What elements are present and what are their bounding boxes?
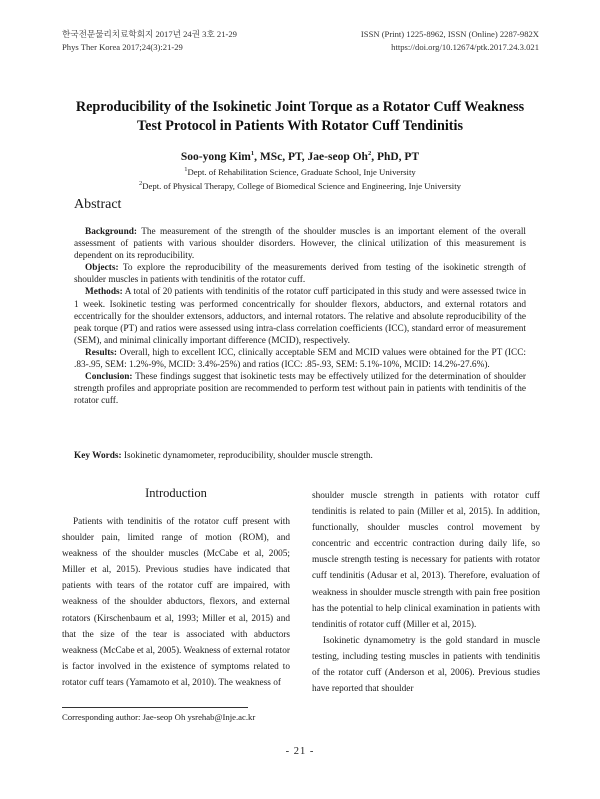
journal-header-right bbox=[361, 28, 539, 54]
body-paragraph: Patients with tendinitis of the rotator cuff present with shoulder pain, limited range of motion (ROM), and weakness of the shoulder muscles (McCabe et al, 2005; Miller et al, 2015). Previous studies have indicated that patients with tears of the rotator cuff are impaired, with weakness of the shoulder abductors, flexors, and external rotators (Kirschenbaum et al, 1993; Miller et al, 2015) and that the size of the tear is associated with abductors weakness (McCabe et al, 2005). Weakness of external rotator is factor involved in the existence of symptoms related to rotator cuff tears (Yamamoto et al, 2010). The weakness of bbox=[62, 517, 290, 688]
keywords-label: Key Words: bbox=[74, 451, 122, 461]
page-number: - 21 - bbox=[285, 746, 315, 757]
paper-title-line1: Reproducibility of the Isokinetic Joint Torque as a Rotator Cuff Weakness bbox=[75, 99, 525, 115]
footnote-divider bbox=[62, 707, 248, 708]
section-text: Overall, high to excellent ICC, clinically acceptable SEM and MCID values were obtained for the PT (ICC: .83-.95, SEM: 1.2%-9%, MCID: 3.4%-25%) and ratios (ICC: .85-.93, SEM: 5.1%-10%, MCID: 14.2%-27.6%). bbox=[74, 347, 526, 371]
abstract-objects bbox=[74, 262, 526, 286]
author-name: Soo-yong Kim bbox=[180, 151, 251, 163]
abstract-background bbox=[74, 226, 526, 262]
section-label: Background: bbox=[85, 227, 138, 237]
section-text: These findings suggest that isokinetic tests may be effectively utilized for the determination of shoulder strength profiles and appropriate position are recommended to perform test without pain in patients with tendinitis of the rotator cuff. bbox=[74, 372, 526, 407]
issn-line: ISSN (Print) 1225-8962, ISSN (Online) 2287-982X bbox=[360, 29, 539, 39]
section-text: To explore the reproducibility of the measurements derived from testing of the isokinetic strength of shoulder muscles in patients with tendinitis of the rotator cuff. bbox=[74, 263, 526, 286]
affiliation-sup: 2 bbox=[139, 180, 143, 188]
author-degrees: , PhD, PT bbox=[371, 151, 420, 163]
abstract-methods bbox=[74, 286, 526, 346]
abstract-results bbox=[74, 347, 526, 371]
section-text: The measurement of the strength of the shoulder muscles is an important element of the overall assessment of patients with various shoulder disorders. However, the clinical utilization of this measurement is dependent on its reproducibility. bbox=[74, 227, 526, 262]
affiliation-1 bbox=[0, 166, 600, 178]
author-name: , MSc, PT, Jae-seop Oh bbox=[254, 151, 368, 163]
section-label: Objects: bbox=[85, 263, 119, 274]
abstract-body bbox=[74, 226, 526, 407]
corresponding-author-footnote: Corresponding author: Jae-seop Oh ysrehab@Inje.ac.kr bbox=[62, 712, 256, 722]
journal-korean-citation: 한국전문물리치료학회지 2017년 24권 3호 21-29 bbox=[62, 29, 237, 39]
body-paragraph: Isokinetic dynamometry is the gold standard in muscle testing, including testing muscles in patients with tendinitis of the rotator cuff (Anderson et al, 2006). Previous studies have reported that shoulder bbox=[312, 635, 540, 695]
affiliation-2 bbox=[0, 180, 600, 192]
body-column-left bbox=[62, 514, 290, 691]
author-sup: 2 bbox=[367, 150, 372, 158]
author-list bbox=[0, 150, 600, 165]
affiliation-text: Dept. of Rehabilitation Science, Graduate School, Inje University bbox=[187, 167, 416, 177]
keywords bbox=[74, 450, 526, 462]
section-label: Conclusion: bbox=[85, 372, 133, 383]
journal-header-left bbox=[62, 28, 237, 54]
introduction-heading: Introduction bbox=[145, 486, 207, 500]
abstract-heading: Abstract bbox=[74, 197, 122, 212]
affiliation-sup: 1 bbox=[184, 166, 188, 174]
keywords-text: Isokinetic dynamometer, reproducibility, shoulder muscle strength. bbox=[121, 451, 373, 461]
section-label: Results: bbox=[85, 347, 118, 358]
body-paragraph: shoulder muscle strength in patients with rotator cuff tendinitis is related to pain (Miller et al, 2015). In addition, functionally, shoulder muscles control movement by concentric and eccentric contraction during daily life, so muscle strength testing is necessary for patients with rotator cuff tendinitis (Adusar et al, 2013). Therefore, evaluation of weakness in shoulder muscle strength with pain free position has the potential to help clinical examination in patients with tendinitis of rotator cuff (Miller et al, 2015). bbox=[312, 491, 540, 630]
affiliation-text: Dept. of Physical Therapy, College of Biomedical Science and Engineering, Inje University bbox=[142, 181, 461, 191]
doi-link[interactable]: https://doi.org/10.12674/ptk.2017.24.3.021 bbox=[391, 42, 539, 52]
abstract-conclusion bbox=[74, 371, 526, 407]
section-label: Methods: bbox=[85, 287, 123, 298]
body-column-right bbox=[312, 488, 540, 697]
author-sup: 1 bbox=[250, 150, 255, 158]
paper-title bbox=[40, 98, 560, 136]
journal-citation: Phys Ther Korea 2017;24(3):21-29 bbox=[62, 42, 183, 52]
section-text: A total of 20 patients with tendinitis of the rotator cuff participated in this study and were assessed twice in 1 week. Isokinetic testing was performed concentrically for shoulder flexors, abductors, and external rotators and eccentrically for the shoulder extensors, adductors, and internal rotators. The relative and absolute reproducibility of the peak torque (PT) and ratios were assessed using intra-class correlation coefficients (ICC), standard error of measurement (SEM), and minimal clinically important difference (MCID), respectively. bbox=[74, 287, 526, 346]
paper-title-line2: Test Protocol in Patients With Rotator Cuff Tendinitis bbox=[137, 118, 463, 134]
